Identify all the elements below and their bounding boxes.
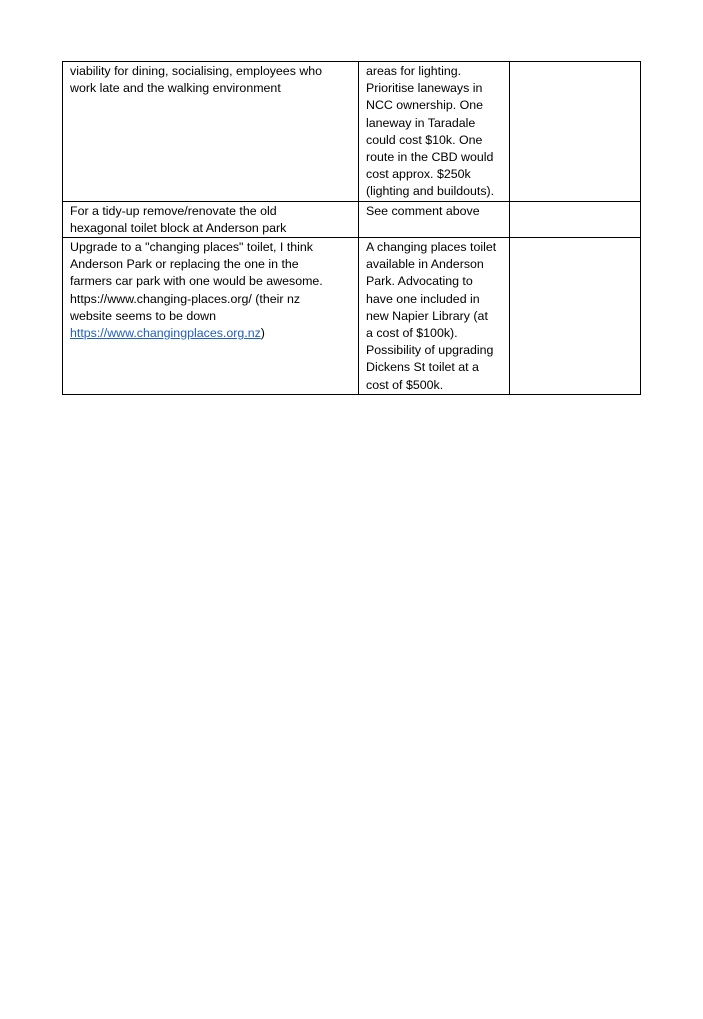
- comment-line: https://www.changing-places.org/ (their nz: [70, 291, 301, 306]
- empty-cell: [510, 201, 641, 237]
- response-cell: [359, 238, 510, 395]
- comment-cell: [63, 62, 359, 202]
- table-row: [63, 238, 641, 395]
- comment-cell: [63, 201, 359, 237]
- comment-line: Anderson Park or replacing the one in the: [70, 257, 299, 272]
- response-line: could cost $10k. One: [366, 132, 483, 147]
- comment-line: work late and the walking environment: [70, 81, 281, 96]
- response-line: See comment above: [366, 203, 480, 218]
- feedback-table: [62, 61, 641, 395]
- changing-places-link[interactable]: https://www.changingplaces.org.nz: [70, 326, 261, 341]
- comment-line: For a tidy-up remove/renovate the old: [70, 203, 277, 218]
- response-line: available in Anderson: [366, 257, 484, 272]
- table-row: [63, 62, 641, 202]
- comment-line: viability for dining, socialising, employees who: [70, 64, 323, 78]
- response-line: Dickens St toilet at a: [366, 360, 479, 375]
- response-line: have one included in: [366, 291, 480, 306]
- response-line: cost of $500k.: [366, 377, 444, 392]
- comment-cell: [63, 238, 359, 395]
- response-cell: [359, 62, 510, 202]
- empty-cell: [510, 238, 641, 395]
- response-line: Possibility of upgrading: [366, 343, 494, 358]
- table-row: [63, 201, 641, 237]
- response-line: NCC ownership. One: [366, 98, 484, 113]
- comment-line: hexagonal toilet block at Anderson park: [70, 220, 287, 235]
- response-line: a cost of $100k).: [366, 326, 458, 341]
- link-suffix: ): [260, 326, 265, 341]
- response-cell: [359, 201, 510, 237]
- comment-line: farmers car park with one would be awesome.: [70, 274, 323, 289]
- comment-line: website seems to be down: [70, 308, 217, 323]
- response-line: route in the CBD would: [366, 150, 494, 165]
- empty-cell: [510, 62, 641, 202]
- response-line: cost approx. $250k: [366, 167, 471, 182]
- response-line: (lighting and buildouts).: [366, 184, 495, 199]
- response-line: A changing places toilet: [366, 240, 497, 255]
- comment-line: Upgrade to a "changing places" toilet, I think: [70, 240, 313, 255]
- response-line: new Napier Library (at: [366, 308, 488, 323]
- response-line: Prioritise laneways in: [366, 81, 483, 96]
- response-line: laneway in Taradale: [366, 115, 476, 130]
- response-line: Park. Advocating to: [366, 274, 473, 289]
- comment-link-line: [70, 325, 352, 342]
- response-line: areas for lighting.: [366, 64, 462, 78]
